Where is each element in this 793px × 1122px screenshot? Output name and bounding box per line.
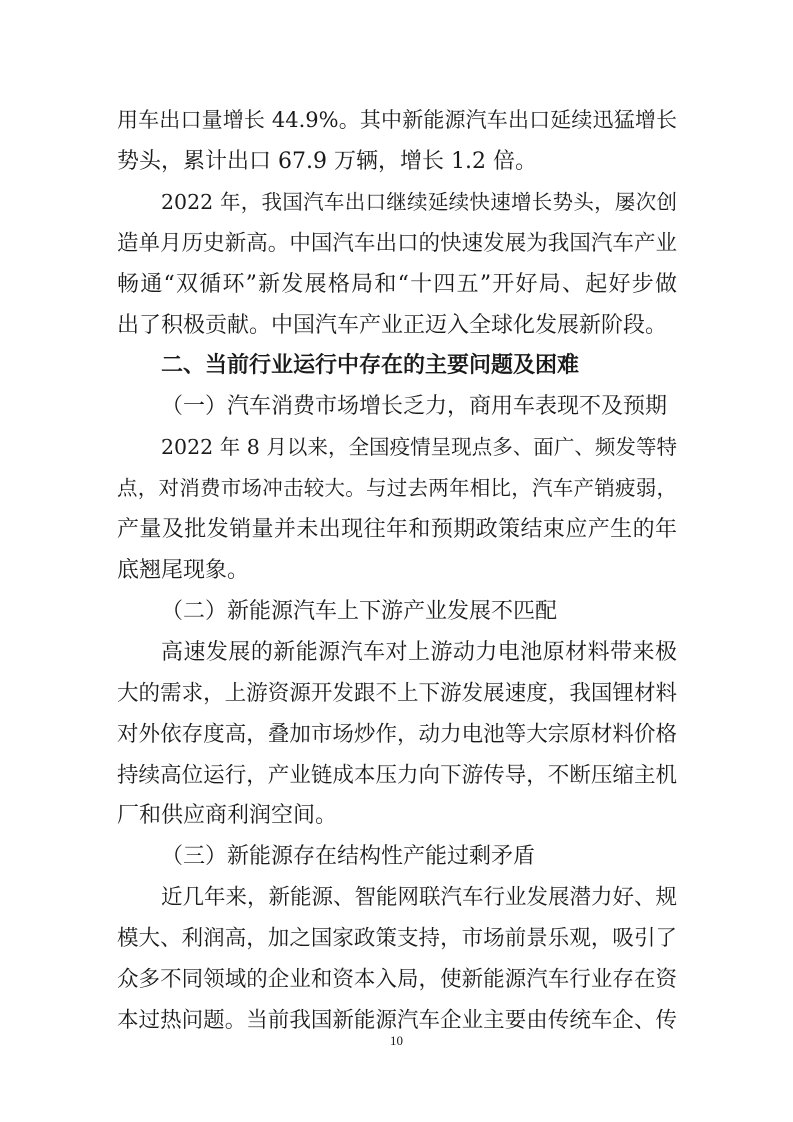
paragraph-line: 造单月历史新高。中国汽车出口的快速发展为我国汽车产业	[117, 231, 677, 256]
page-number: 10	[390, 1033, 403, 1048]
paragraph-line: 2022 年，我国汽车出口继续延续快速增长势头，屡次创	[161, 190, 677, 214]
paragraph-line: 2022 年 8 月以来，全国疫情呈现点多、面广、频发等特	[161, 435, 677, 459]
section-heading: 二、当前行业运行中存在的主要问题及困难	[161, 353, 580, 378]
paragraph-line: 底翘尾现象。	[117, 558, 250, 583]
paragraph-line: 畅通“双循环”新发展格局和“十四五”开好局、起好步做	[117, 272, 677, 297]
subsection-title: （二）新能源汽车上下游产业发展不匹配	[161, 599, 558, 624]
paragraph-line: 对外依存度高，叠加市场炒作，动力电池等大宗原材料价格	[117, 722, 677, 747]
paragraph-line: 产量及批发销量并未出现往年和预期政策结束应产生的年	[117, 517, 677, 542]
paragraph-line: 本过热问题。当前我国新能源汽车企业主要由传统车企、传	[117, 1008, 677, 1033]
paragraph-line: 厂和供应商利润空间。	[117, 803, 338, 828]
paragraph-line: 势头，累计出口 67.9 万辆，增长 1.2 倍。	[117, 149, 537, 174]
paragraph-line: 近几年来，新能源、智能网联汽车行业发展潜力好、规	[161, 885, 678, 910]
paragraph-line: 众多不同领域的企业和资本入局，使新能源汽车行业存在资	[117, 967, 677, 992]
paragraph-line: 模大、利润高，加之国家政策支持，市场前景乐观，吸引了	[117, 926, 677, 951]
paragraph-line: 用车出口量增长 44.9%。其中新能源汽车出口延续迅猛增长	[117, 108, 677, 132]
paragraph-line: 持续高位运行，产业链成本压力向下游传导，不断压缩主机	[117, 763, 677, 788]
subsection-title: （一）汽车消费市场增长乏力，商用车表现不及预期	[161, 394, 668, 419]
paragraph-line: 高速发展的新能源汽车对上游动力电池原材料带来极	[161, 640, 677, 665]
paragraph-line: 点，对消费市场冲击较大。与过去两年相比，汽车产销疲弱，	[117, 476, 677, 500]
paragraph-line: 出了积极贡献。中国汽车产业正迈入全球化发展新阶段。	[117, 313, 668, 338]
paragraph-line: 大的需求，上游资源开发跟不上下游发展速度，我国锂材料	[117, 681, 677, 706]
subsection-title: （三）新能源存在结构性产能过剩矛盾	[161, 844, 536, 869]
